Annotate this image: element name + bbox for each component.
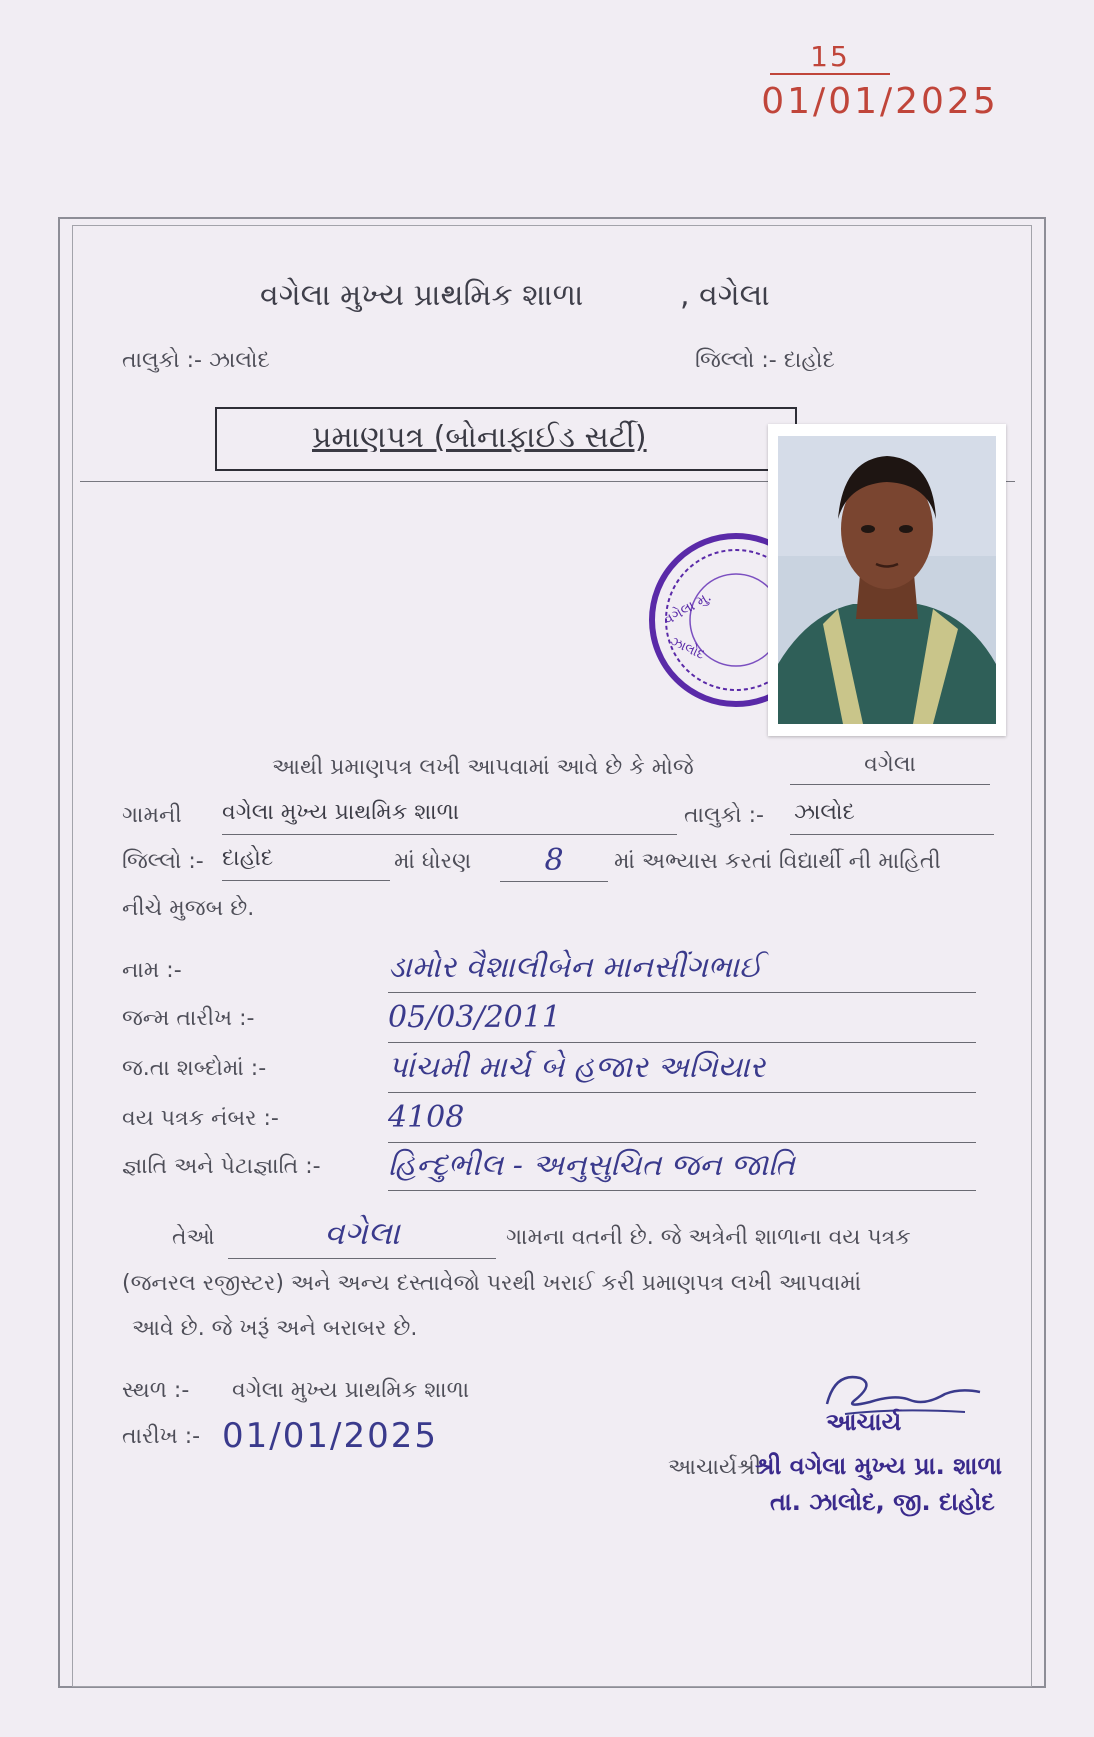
closing-line-2: (જનરલ રજીસ્ટર) અને અન્ય દસ્તાવેજો પરથી ખરાઈ કરી પ્રમાણપત્ર લખી આપવામાં [122,1271,862,1296]
date-label: તારીખ :- [122,1424,201,1449]
field-label-register-no: વય પત્રક નંબર :- [122,1106,279,1131]
field-value-dob: 05/03/2011 [388,1000,976,1043]
intro-district-label: જિલ્લો :- [122,849,204,874]
intro-line-1: આથી પ્રમાણપત્ર લખી આપવામાં આવે છે કે મોજે [272,755,694,780]
place-value: વગેલા મુખ્ય પ્રાથમિક શાળા [232,1378,470,1403]
svg-text:ઝાલોદ: ઝાલોદ [667,634,707,663]
reference-date: 01/01/2025 [761,81,999,122]
field-value-caste: હિન્દુભીલ - અનુસુચિત જન જાતિ [388,1148,976,1191]
closing-village-value: વગેલા [228,1214,496,1259]
certificate-title: પ્રમાણપત્ર (બોનાફાઈડ સર્ટી) [312,420,647,455]
intro-std-value: 8 [500,843,608,882]
field-label-caste: જ્ઞાતિ અને પેટાજ્ઞાતિ :- [122,1154,321,1179]
closing-line-1: ગામના વતની છે. જે અત્રેની શાળાના વય પત્રક [506,1225,911,1250]
intro-line-4: નીચે મુજબ છે. [122,896,255,921]
stamp-school: શ્રી વગેલા મુખ્ય પ્રા. શાળા [755,1452,1003,1480]
date-value: 01/01/2025 [222,1416,438,1456]
village-heading: , વગેલા [680,278,770,313]
reference-number: 15 [770,40,890,75]
field-value-dob-words: પાંચમી માર્ચ બે હજાર અગિયાર [388,1050,976,1093]
intro-school-value: વગેલા મુખ્ય પ્રાથમિક શાળા [222,800,677,835]
intro-std-label: માં ધોરણ [394,849,472,874]
stamp-address: તા. ઝાલોદ, જી. દાહોદ [770,1488,995,1516]
stamp-word: આચાર્ય [826,1408,902,1436]
intro-taluka-value: ઝાલોદ [790,800,994,835]
closing-prefix: તેઓ [172,1225,215,1250]
intro-line-3: માં અભ્યાસ કરતાં વિદ્યાર્થી ની માહિતી [614,849,941,874]
reference-note [750,40,1010,122]
field-label-dob: જન્મ તારીખ :- [122,1006,255,1031]
field-label-dob-words: જ.તા શબ્દોમાં :- [122,1056,267,1081]
svg-text:વગેલા મુ.: વગેલા મુ. [661,588,715,629]
intro-taluka-label: તાલુકો :- [684,803,764,828]
place-label: સ્થળ :- [122,1378,190,1403]
district-heading: જિલ્લો :- દાહોદ [695,348,835,373]
student-photo [768,424,1006,736]
field-value-name: ડામોર વૈશાલીબેન માનસીંગભાઈ [388,950,976,993]
student-photo-image [768,424,1006,736]
intro-village-value: વગેલા [790,752,990,785]
closing-line-3: આવે છે. જે ખરૂં અને બરાબર છે. [132,1316,418,1341]
field-label-name: નામ :- [122,958,182,983]
intro-gam-label: ગામની [122,803,182,828]
principal-label: આચાર્યશ્રી [668,1455,762,1480]
taluka-heading: તાલુકો :- ઝાલોદ [122,348,270,373]
school-name-heading: વગેલા મુખ્ય પ્રાથમિક શાળા [260,278,584,313]
field-value-register-no: 4108 [388,1100,976,1143]
intro-district-value: દાહોદ [222,846,390,881]
